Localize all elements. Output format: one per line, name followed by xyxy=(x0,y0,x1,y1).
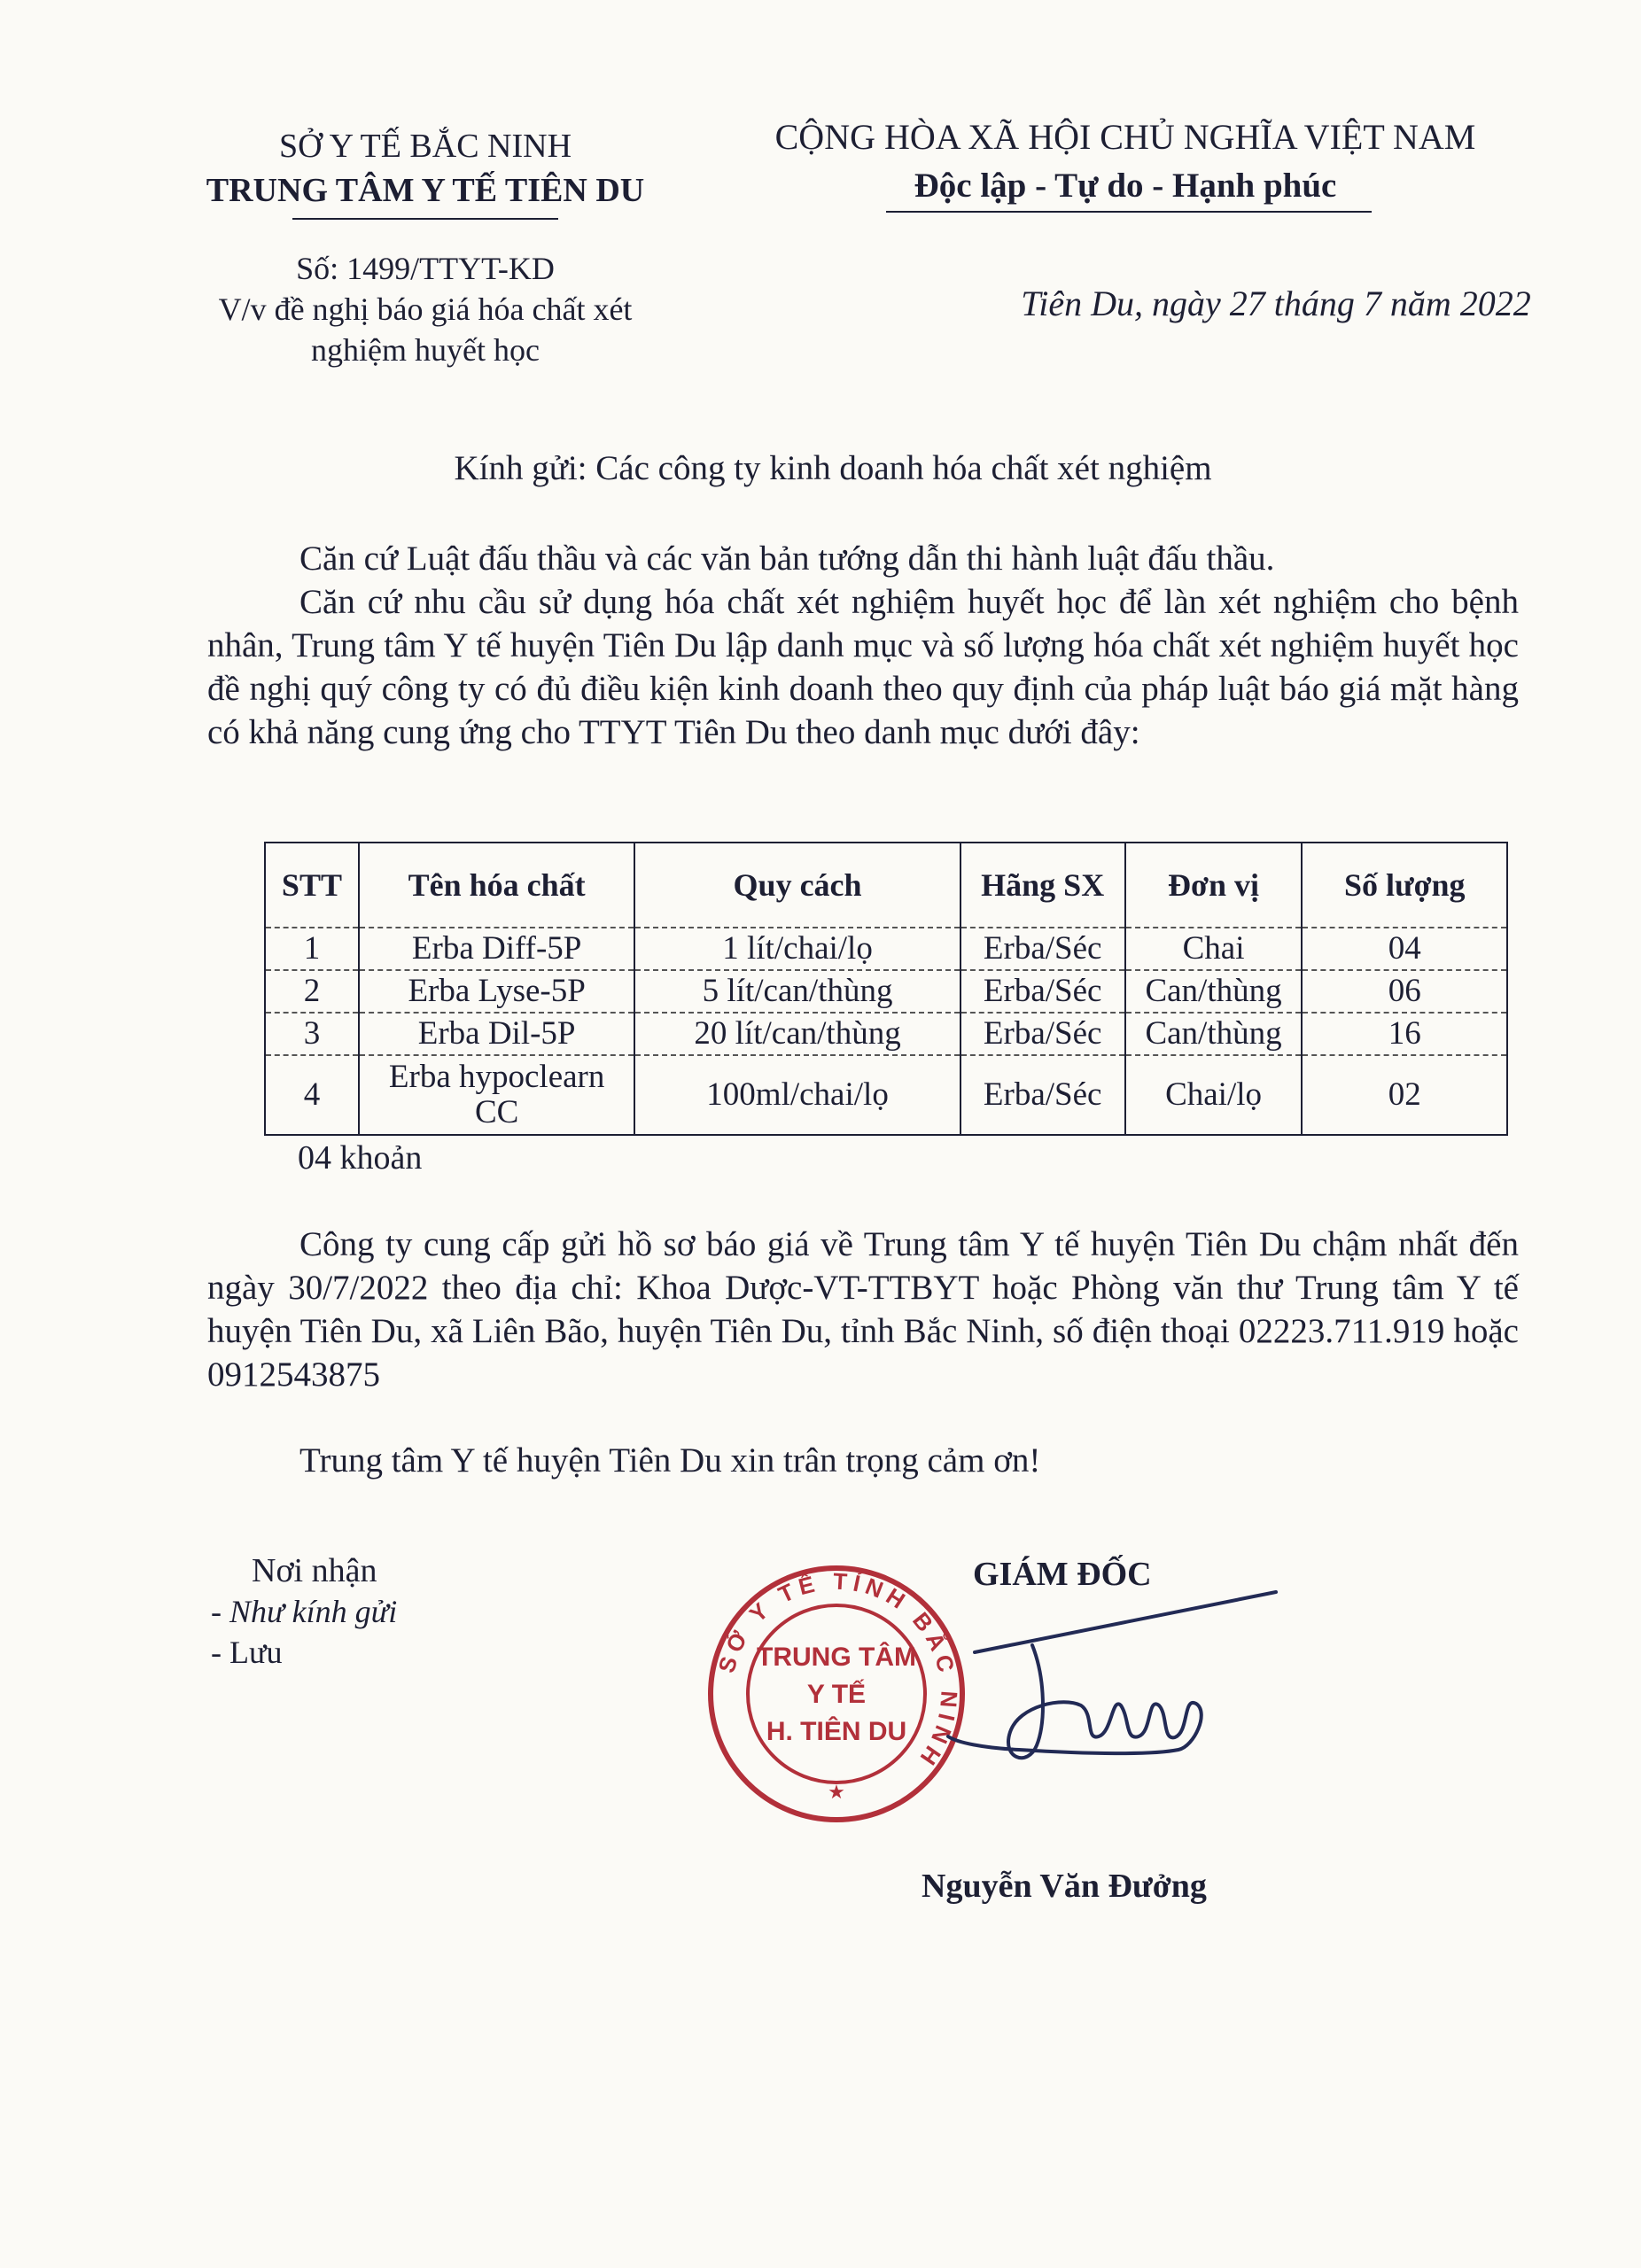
chemicals-table xyxy=(264,842,1508,1136)
cell-name: Erba hypoclearn CC xyxy=(359,1055,634,1135)
handwritten-signature xyxy=(913,1573,1285,1794)
header-quantity: Số lượng xyxy=(1302,843,1507,928)
cell-quantity: 06 xyxy=(1302,970,1507,1013)
cell-manufacturer: Erba/Séc xyxy=(960,970,1125,1013)
cell-unit: Can/thùng xyxy=(1125,1013,1303,1055)
cell-name: Erba Diff-5P xyxy=(359,928,634,970)
cell-spec: 5 lít/can/thùng xyxy=(634,970,960,1013)
cell-stt: 2 xyxy=(265,970,359,1013)
thanks-line: Trung tâm Y tế huyện Tiên Du xin trân trọng cảm ơn! xyxy=(299,1441,1041,1480)
header-manufacturer: Hãng SX xyxy=(960,843,1125,928)
cell-manufacturer: Erba/Séc xyxy=(960,1055,1125,1135)
paragraph-deadline: Công ty cung cấp gửi hồ sơ báo giá về Trung tâm Y tế huyện Tiên Du chậm nhất đến ngày 30/7/2022 theo địa chỉ: Khoa Dược-VT-TTBYT hoặc Phòng văn thư Trung tâm Y tế huyện Tiên Du, xã Liên Bão, huyện Tiên Du, tỉnh Bắc Ninh, số điện thoại 02223.711.919 hoặc 0912543875 xyxy=(207,1225,1519,1394)
table-row xyxy=(265,970,1507,1013)
cell-quantity: 02 xyxy=(1302,1055,1507,1135)
body-paragraph-1 xyxy=(207,537,1519,754)
authority-name: SỞ Y TẾ BẮC NINH xyxy=(278,128,572,165)
stamp-line-2: Y TẾ xyxy=(806,1680,867,1709)
cell-unit: Chai xyxy=(1125,928,1303,970)
table-row xyxy=(265,1055,1507,1135)
paragraph-request: Căn cứ nhu cầu sử dụng hóa chất xét nghiệm huyết học để làn xét nghiệm cho bệnh nhân, Trung tâm Y tế huyện Tiên Du lập danh mục và số lượng hóa chất xét nghiệm huyết học đề nghị quý công ty có đủ điều kiện kinh doanh theo quy định của pháp luật báo giá mặt hàng có khả năng cung ứng cho TTYT Tiên Du theo danh mục dưới đây: xyxy=(207,583,1519,751)
cell-name: Erba Dil-5P xyxy=(359,1013,634,1055)
cell-unit: Chai/lọ xyxy=(1125,1055,1303,1135)
cell-spec: 1 lít/chai/lọ xyxy=(634,928,960,970)
cell-stt: 3 xyxy=(265,1013,359,1055)
cell-unit: Can/thùng xyxy=(1125,970,1303,1013)
stamp-ring-text: SỞ Y TẾ TỈNH BẮC NINH xyxy=(712,1567,963,1775)
stamp-line-3: H. TIÊN DU xyxy=(766,1717,907,1746)
paragraph-legal-basis: Căn cứ Luật đấu thầu và các văn bản tướng dẫn thi hành luật đấu thầu. xyxy=(299,540,1275,578)
subject-line-2: nghiệm huyết học xyxy=(311,332,540,368)
cell-quantity: 04 xyxy=(1302,928,1507,970)
cell-quantity: 16 xyxy=(1302,1013,1507,1055)
motto-underline xyxy=(886,211,1372,213)
recipient-line: Kính gửi: Các công ty kinh doanh hóa chất xét nghiệm xyxy=(454,449,1212,487)
cell-manufacturer: Erba/Séc xyxy=(960,1013,1125,1055)
table-header-row xyxy=(265,843,1507,928)
header-stt: STT xyxy=(265,843,359,928)
recipients-title: Nơi nhận xyxy=(252,1552,377,1589)
header-unit: Đơn vị xyxy=(1125,843,1303,928)
table-footnote: 04 khoản xyxy=(298,1139,423,1177)
cell-spec: 20 lít/can/thùng xyxy=(634,1013,960,1055)
place-date: Tiên Du, ngày 27 tháng 7 năm 2022 xyxy=(1021,284,1531,323)
header-name: Tên hóa chất xyxy=(359,843,634,928)
stamp-line-1: TRUNG TÂM xyxy=(757,1643,916,1672)
subject-line-1: V/v đề nghị báo giá hóa chất xét xyxy=(218,291,633,327)
stamp-star-icon: ★ xyxy=(828,1782,845,1804)
country-name: CỘNG HÒA XÃ HỘI CHỦ NGHĨA VIỆT NAM xyxy=(774,117,1476,157)
signer-name: Nguyễn Văn Đưởng xyxy=(922,1868,1207,1905)
national-motto: Độc lập - Tự do - Hạnh phúc xyxy=(914,167,1337,205)
header-spec: Quy cách xyxy=(634,843,960,928)
unit-underline xyxy=(292,218,558,220)
recipients-line-1: - Như kính gửi xyxy=(211,1594,398,1629)
cell-stt: 4 xyxy=(265,1055,359,1135)
cell-name: Erba Lyse-5P xyxy=(359,970,634,1013)
recipients-line-2: - Lưu xyxy=(211,1635,283,1670)
cell-stt: 1 xyxy=(265,928,359,970)
signer-position: GIÁM ĐỐC xyxy=(973,1556,1152,1593)
body-paragraph-2 xyxy=(207,1223,1519,1396)
unit-name: TRUNG TÂM Y TẾ TIÊN DU xyxy=(206,172,645,209)
cell-spec: 100ml/chai/lọ xyxy=(634,1055,960,1135)
document-number: Số: 1499/TTYT-KD xyxy=(296,251,555,286)
table-row xyxy=(265,928,1507,970)
cell-manufacturer: Erba/Séc xyxy=(960,928,1125,970)
table-row xyxy=(265,1013,1507,1055)
